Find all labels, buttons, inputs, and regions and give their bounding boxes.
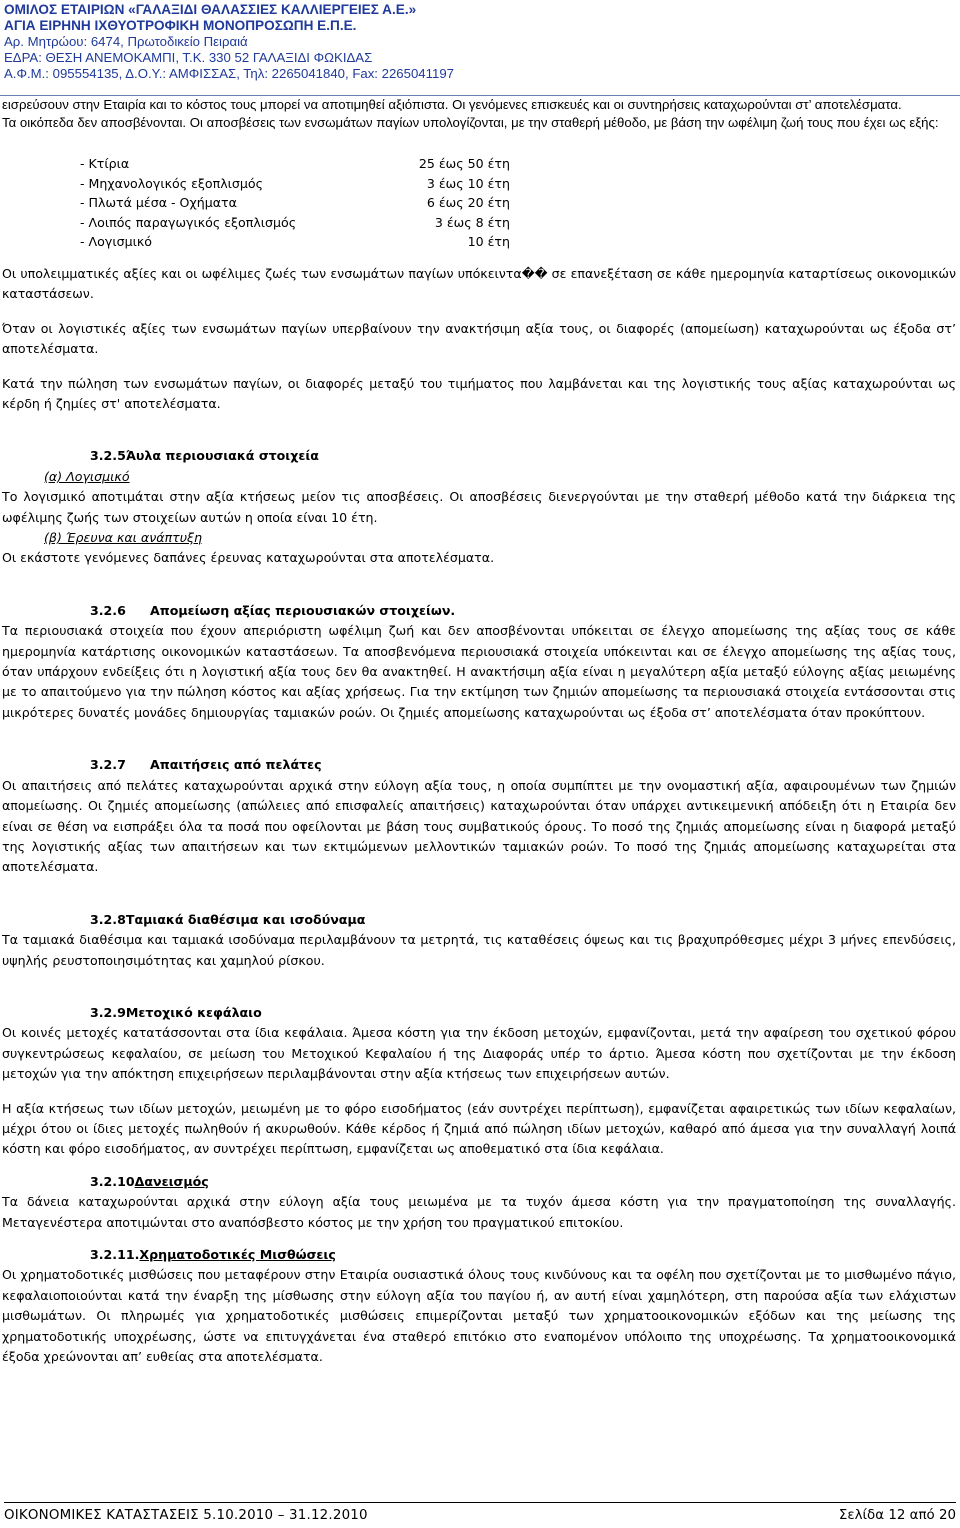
- table-row: - Λογισμικό 10 έτη: [80, 234, 510, 250]
- section-3-2-8: [2, 910, 956, 971]
- company-address: ΕΔΡΑ: ΘΕΣΗ ΑΝΕΜΟΚΑΜΠΙ, Τ.Κ. 330 52 ΓΑΛΑΞΙΔΙ ΦΩΚΙΔΑΣ: [4, 50, 373, 65]
- table-row: - Κτίρια 25 έως 50 έτη: [80, 156, 510, 171]
- section-paragraph: Η αξία κτήσεως των ιδίων μετοχών, μειωμένη με το φόρο εισοδήματος (εάν συντρέχει περίπτωση), εμφανίζεται αφαιρετικώς των ιδίων κεφαλαίων, μέχρι ότου οι ίδιες μετοχές πωληθούν ή ακυρωθούν. Κάθε κέρδος ή ζημιά από πώληση ιδίων μετοχών, καθαρό από άμεσα για την συναλλαγή λοιπά κόστη και φόρο εισοδήματος, αν συντρέχει περίπτωση, εμφανίζεται ως αποθεματικό στα ίδια κεφάλαια.: [2, 1100, 956, 1157]
- section-3-2-9: [2, 1003, 956, 1160]
- page-number: Σελίδα 12 από 20: [838, 1508, 956, 1523]
- section-3-2-7: [2, 755, 956, 877]
- section-3-2-6: [2, 601, 956, 723]
- footer-title: ΟΙΚΟΝΟΜΙΚΕΣ ΚΑΤΑΣΤΑΣΕΙΣ 5.10.2010 – 31.12.2010: [4, 1508, 368, 1523]
- subsection-heading: (α) Λογισμικό: [44, 468, 130, 484]
- tax-contact-info: Α.Φ.Μ.: 095554135, Δ.Ο.Υ.: ΑΜΦΙΣΣΑΣ, Τηλ: 2265041840, Fax: 2265041197: [4, 66, 454, 81]
- residual-values-paragraph: Οι υπολειμματικές αξίες και οι ωφέλιμες ζωές των ενσωμάτων παγίων υπόκειντα�� σε επανεξέταση σε κάθε ημερομηνία καταρτίσεως οικονομικών καταστάσεων.: [2, 265, 956, 302]
- section-paragraph: Οι κοινές μετοχές κατατάσσονται στα ίδια κεφάλαια. Άμεσα κόστη για την έκδοση μετοχών, εμφανίζονται, μετά την αφαίρεση του σχετικού φόρου συγκεντρώσεως κεφαλαίου, σε μείωση του Μετοχικού Κεφαλαίου ή της Διαφοράς υπέρ το άρτιο. Άμεσα κόστη που σχετίζονται με την έκδοση μετοχών για την απόκτηση επιχειρήσεων περιλαμβάνονται στην αξία κτήσεως των επιχειρήσεων αυτών.: [2, 1025, 956, 1082]
- subsection-heading: (β) Έρευνα και ανάπτυξη: [44, 530, 203, 546]
- section-heading: 3.2.7 Απαιτήσεις από πελάτες: [90, 757, 322, 773]
- section-paragraph: Οι απαιτήσεις από πελάτες καταχωρούνται αρχικά στην εύλογη αξία τους, η οποία συμπίπτει με την ονομαστική αξία, αφαιρουμένων των ζημιών απομείωσης. Οι ζημιές απομείωσης (απώλειες από επισφαλείς απαιτήσεις) καταχωρούνται όταν υπάρχει αντικειμενική απόδειξη ότι η Εταιρία δεν είναι σε θέση να εισπράξει όλα τα ποσά που οφείλονται με βάση τους συμβατικούς όρους. Το ποσό της ζημιάς απομείωσης είναι η διαφορά μεταξύ της λογιστικής αξίας των απαιτήσεων και των εκτιμώμενων μελλοντικών ταμιακών ροών. Το ποσό της ζημιάς απομείωσης καταχωρείται στα αποτελέσματα.: [2, 777, 956, 875]
- section-3-2-11: [2, 1245, 956, 1367]
- table-row: - Λοιπός παραγωγικός εξοπλισμός 3 έως 8 έτη: [80, 214, 510, 230]
- section-heading: 3.2.6 Απομείωση αξίας περιουσιακών στοιχείων.: [90, 602, 456, 618]
- section-heading: 3.2.9 Μετοχικό κεφάλαιο: [90, 1004, 262, 1020]
- section-3-2-10: [2, 1172, 956, 1233]
- document-body: [0, 96, 960, 1367]
- research-paragraph: Οι εκάστοτε γενόμενες δαπάνες έρευνας καταχωρούνται στα αποτελέσματα.: [2, 550, 495, 566]
- registry-number: Αρ. Μητρώου: 6474, Πρωτοδικείο Πειραιά: [4, 34, 248, 49]
- page-footer: [4, 1502, 956, 1526]
- section-paragraph: Τα περιουσιακά στοιχεία που έχουν απεριόριστη ωφέλιμη ζωή και δεν αποσβένονται υπόκειται σε έλεγχο απομείωσης της αξίας τους σε κάθε ημερομηνία κατάρτισης οικονομικών καταστάσεων. Τα αποσβενόμενα περιουσιακά στοιχεία υπόκεινται και σε έλεγχο απομείωσης της αξίας τους, όταν υπάρχουν ενδείξεις ότι η λογιστική αξία τους δεν θα ανακτηθεί. Η ανακτήσιμη αξία είναι η μεγαλύτερη αξία μεταξύ εύλογης αξίας μειωμένης με το απαιτούμενο για την πώληση κόστος και αξίας χρήσεως. Για την εκτίμηση των ζημιών απομείωσης τα περιουσιακά στοιχεία εντάσσονται στις μικρότερες δυνατές μονάδες δημιουργίας ταμιακών ροών. Οι ζημιές απομείωσης καταχωρούνται ως έξοδα στ’ αποτελέσματα όταν προκύπτουν.: [2, 623, 956, 720]
- depreciation-table: [80, 154, 956, 252]
- depreciation-intro: Τα οικόπεδα δεν αποσβένονται. Οι αποσβέσεις των ενσωμάτων παγίων υπολογίζονται, με την σταθερή μέθοδο, με βάση την ωφέλιμη ζωή τους που έχει ως εξής:: [2, 115, 939, 130]
- page-header: [0, 0, 960, 96]
- company-group-name: ΟΜΙΛΟΣ ΕΤΑΙΡΙΩΝ «ΓΑΛΑΞΙΔΙ ΘΑΛΑΣΣΙΕΣ ΚΑΛΛΙΕΡΓΕΙΕΣ Α.Ε.»: [4, 2, 417, 17]
- impairment-paragraph: Όταν οι λογιστικές αξίες των ενσωμάτων παγίων υπερβαίνουν την ανακτήσιμη αξία τους, οι διαφορές (απομείωση) καταχωρούνται ως έξοδα στ’ αποτελέσματα.: [2, 320, 956, 357]
- software-paragraph: Το λογισμικό αποτιμάται στην αξία κτήσεως μείον τις αποσβέσεις. Οι αποσβέσεις διενεργούνται με την σταθερή μέθοδο κατά την διάρκεια της ωφέλιμης ζωής των στοιχείων αυτών η οποία είναι 10 έτη.: [2, 489, 956, 525]
- table-row: - Πλωτά μέσα - Οχήματα 6 έως 20 έτη: [80, 195, 510, 211]
- disposal-paragraph: Κατά την πώληση των ενσωμάτων παγίων, οι διαφορές μεταξύ του τιμήματος που λαμβάνεται και της λογιστικής τους αξίας καταχωρούνται ως κέρδη ή ζημίες στ' αποτελέσματα.: [2, 375, 956, 411]
- section-paragraph: Τα ταμιακά διαθέσιμα και ταμιακά ισοδύναμα περιλαμβάνουν τα μετρητά, τις καταθέσεις όψεως και τις βραχυπρόθεσμες μέχρι 3 μήνες επενδύσεις, υψηλής ρευστοποιησιμότητας και χαμηλού ρίσκου.: [2, 932, 956, 968]
- section-heading: 3.2.8 Ταμιακά διαθέσιμα και ισοδύναμα: [90, 911, 366, 927]
- section-heading: 3.2.11. Χρηματοδοτικές Μισθώσεις: [90, 1247, 336, 1262]
- section-paragraph: Οι χρηματοδοτικές μισθώσεις που μεταφέρουν στην Εταιρία ουσιαστικά όλους τους κινδύνους και τα οφέλη που σχετίζονται με το μισθωμένο πάγιο, κεφαλαιοποιούνται κατά την έναρξη της μίσθωσης στην εύλογη αξία του παγίου ή, αν αυτή είναι χαμηλότερη, στη παρούσα αξία των ελάχιστων μισθωμάτων. Οι πληρωμές για χρηματοδοτικές μισθώσεις επιμερίζονται μεταξύ των χρηματοοικονομικών εξόδων και της μείωσης της χρηματοδοτικής υποχρέωσης, ώστε να επιτυγχάνεται ένα σταθερό επιτόκιο στο εναπομένον υπόλοιπο της υποχρέωσης. Τα χρηματοοικονομικά έξοδα χρεώνονται απ’ ευθείας στα αποτελέσματα.: [2, 1267, 956, 1365]
- intro-paragraph: εισρεύσουν στην Εταιρία και το κόστος τους μπορεί να αποτιμηθεί αξιόπιστα. Οι γενόμενες επισκευές και οι συντηρήσεις καταχωρούνται στ’ αποτελέσματα.: [2, 97, 902, 112]
- section-3-2-5: [2, 446, 956, 568]
- section-paragraph: Τα δάνεια καταχωρούνται αρχικά στην εύλογη αξία τους μειωμένα με τα τυχόν άμεσα κόστη για την πραγματοποίηση της συναλλαγής. Μεταγενέστερα αποτιμώνται στο αναπόσβεστο κόστος με την χρήση του πραγματικού επιτοκίου.: [2, 1194, 956, 1230]
- company-name: ΑΓΙΑ ΕΙΡΗΝΗ ΙΧΘΥΟΤΡΟΦΙΚΗ ΜΟΝΟΠΡΟΣΩΠΗ Ε.Π.Ε.: [4, 18, 357, 33]
- section-heading: 3.2.5 Άυλα περιουσιακά στοιχεία: [90, 448, 319, 464]
- section-heading: 3.2.10 Δανεισμός: [90, 1173, 209, 1189]
- table-row: - Μηχανολογικός εξοπλισμός 3 έως 10 έτη: [80, 175, 510, 191]
